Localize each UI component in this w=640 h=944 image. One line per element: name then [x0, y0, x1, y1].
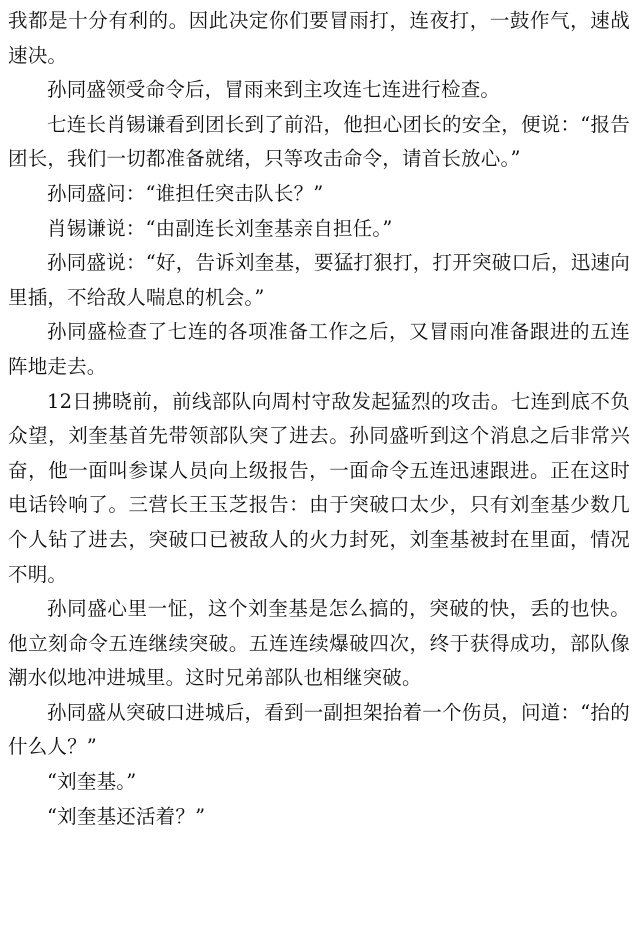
paragraph: 孙同盛问：“谁担任突击队长？” [47, 181, 324, 205]
paragraph: 孙同盛检查了七连的各项准备工作之后，又冒雨向准备跟进的五连阵地走去。 [8, 320, 630, 378]
document-body [8, 4, 630, 834]
paragraph: “刘奎基还活着？” [47, 804, 206, 828]
paragraph: 我都是十分有利的。因此决定你们要冒雨打，连夜打，一鼓作气，速战速决。 [8, 9, 630, 67]
paragraph: 孙同盛心里一怔，这个刘奎基是怎么搞的，突破的快，丢的也快。他立刻命令五连继续突破。五连连续爆破四次，终于获得成功，部队像潮水似地冲进城里。这时兄弟部队也相继突破。 [8, 597, 630, 690]
paragraph: “刘奎基。” [47, 770, 137, 794]
paragraph: 肖锡谦说：“由副连长刘奎基亲自担任。” [47, 216, 393, 240]
paragraph: 孙同盛领受命令后，冒雨来到主攻连七连进行检查。 [47, 78, 501, 102]
paragraph: 七连长肖锡谦看到团长到了前沿，他担心团长的安全，便说：“报告团长，我们一切都准备就绪，只等攻击命令，请首长放心。” [8, 112, 630, 171]
paragraph: 孙同盛说：“好，告诉刘奎基，要猛打狠打，打开突破口后，迅速向里插，不给敌人喘息的机会。” [8, 251, 630, 309]
paragraph: 孙同盛从突破口进城后，看到一副担架抬着一个伤员，问道：“抬的什么人？” [8, 700, 630, 759]
paragraph: 12日拂晓前，前线部队向周村守敌发起猛烈的攻击。七连到底不负众望，刘奎基首先带领部队突了进去。孙同盛听到这个消息之后非常兴奋，他一面叫参谋人员向上级报告，一面命令五连迅速跟进。正在这时电话铃响了。三营长王玉芝报告：由于突破口太少，只有刘奎基少数几个人钻了进去，突破口已被敌人的火力封死，刘奎基被封在里面，情况不明。 [8, 389, 630, 586]
